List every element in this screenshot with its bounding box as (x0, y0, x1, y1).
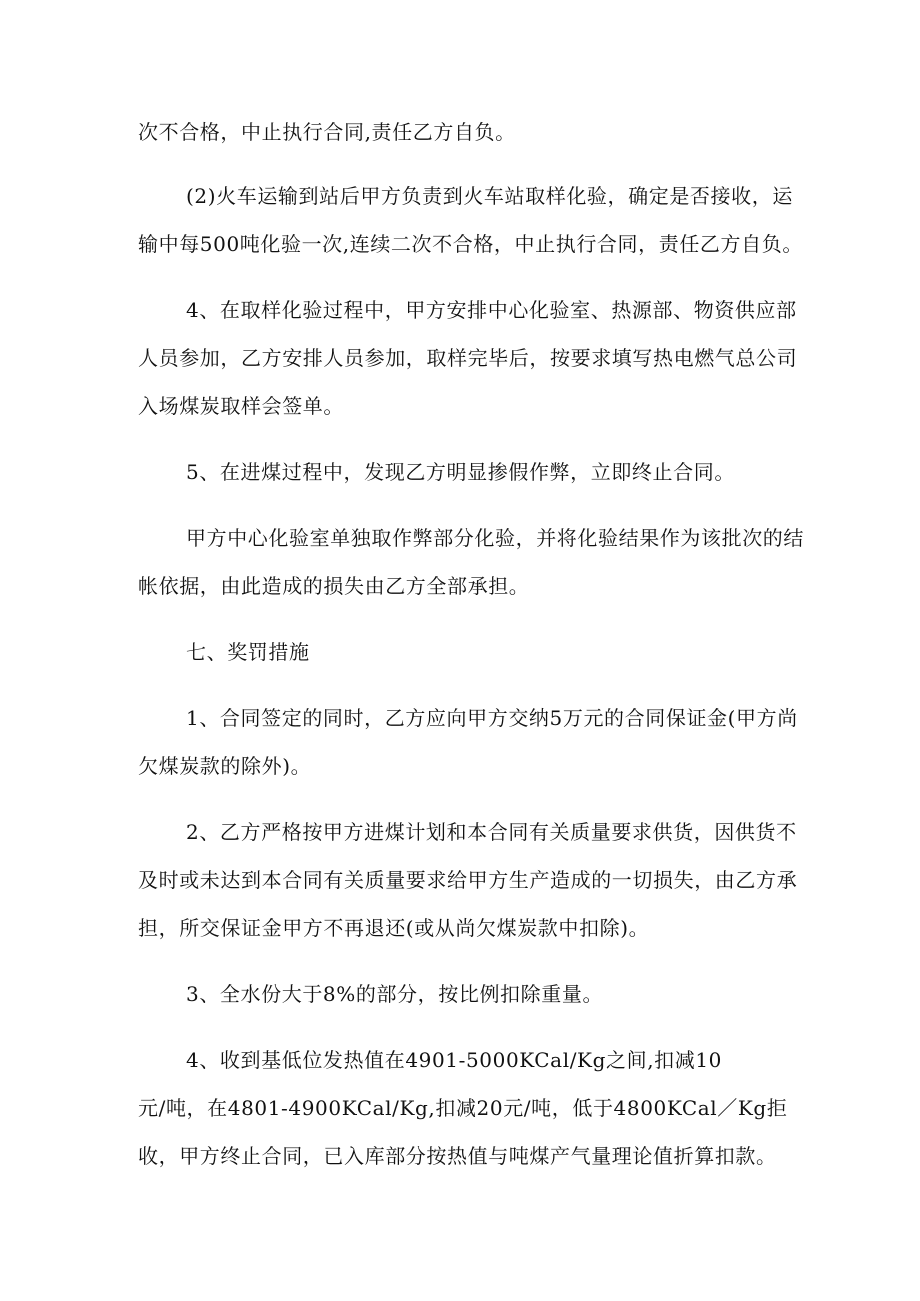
text-line: 元/吨，在4801-4900KCal/Kg,扣减20元/吨，低于4800KCal／Kg拒 (138, 1096, 788, 1120)
text-line: 帐依据，由此造成的损失由乙方全部承担。 (138, 574, 530, 598)
section-heading: 七、奖罚措施 (186, 640, 310, 664)
text-line: 欠煤炭款的除外)。 (138, 754, 312, 778)
text-line: 3、全水份大于8%的部分，按比例扣除重量。 (186, 982, 604, 1006)
text-line: 及时或未达到本合同有关质量要求给甲方生产造成的一切损失，由乙方承 (138, 868, 798, 892)
text-line: 担，所交保证金甲方不再退还(或从尚欠煤炭款中扣除)。 (138, 916, 650, 940)
text-line: 2、乙方严格按甲方进煤计划和本合同有关质量要求供货，因供货不 (186, 820, 797, 844)
text-line: 4、在取样化验过程中，甲方安排中心化验室、热源部、物资供应部 (186, 298, 797, 322)
text-line: (2)火车运输到站后甲方负责到火车站取样化验，确定是否接收，运 (186, 184, 793, 208)
text-line: 甲方中心化验室单独取作弊部分化验，并将化验结果作为该批次的结 (186, 526, 804, 550)
text-line: 1、合同签定的同时，乙方应向甲方交纳5万元的合同保证金(甲方尚 (186, 706, 798, 730)
text-line: 收，甲方终止合同，已入库部分按热值与吨煤产气量理论值折算扣款。 (138, 1144, 777, 1168)
text-line: 输中每500吨化验一次,连续二次不合格，中止执行合同，责任乙方自负。 (138, 232, 803, 256)
text-line: 次不合格，中止执行合同,责任乙方自负。 (138, 120, 516, 144)
text-line: 5、在进煤过程中，发现乙方明显掺假作弊，立即终止合同。 (186, 460, 735, 484)
text-line: 4、收到基低位发热值在4901-5000KCal/Kg之间,扣减10 (186, 1048, 722, 1072)
text-line: 入场煤炭取样会签单。 (138, 394, 344, 418)
text-line: 人员参加，乙方安排人员参加，取样完毕后，按要求填写热电燃气总公司 (138, 346, 798, 370)
